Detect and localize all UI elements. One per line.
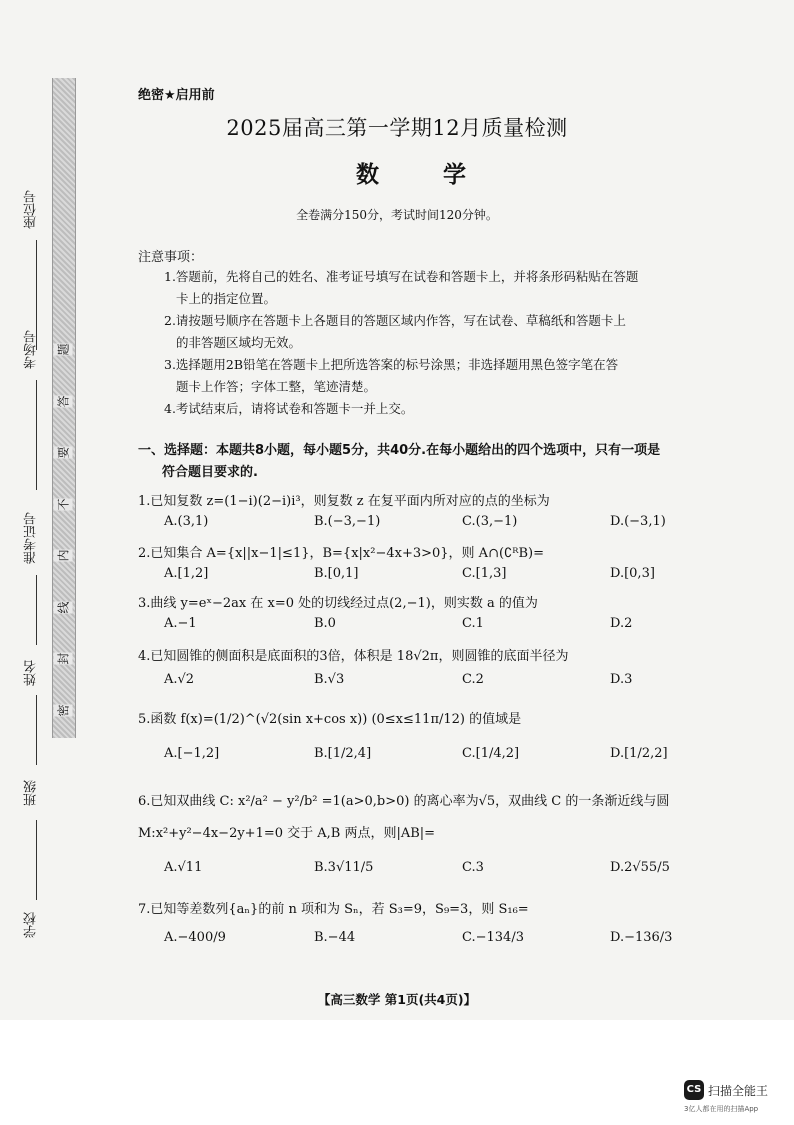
name-line: [36, 695, 37, 765]
question-2-stem: 2.已知集合 A={x||x−1|≤1}，B={x|x²−4x+3>0}，则 A∩(∁ᴿB)=: [138, 546, 544, 561]
binding-char: 内: [53, 550, 72, 562]
option-b: B.[1/2,4]: [314, 746, 372, 761]
option-c: C.[1/4,2]: [462, 746, 520, 761]
notice-1-line-1: 1.答题前，先将自己的姓名、准考证号填写在试卷和答题卡上，并将条形码粘贴在答题: [164, 269, 639, 284]
binding-char: 线: [53, 601, 72, 613]
option-d: D.[1/2,2]: [610, 746, 668, 761]
section-heading-line-1: 一、选择题：本题共8小题，每小题5分，共40分.在每小题给出的四个选项中，只有一项是: [138, 443, 661, 458]
option-a: A.√2: [164, 672, 195, 687]
notice-4-line-1: 4.考试结束后，请将试卷和答题卡一并上交。: [164, 401, 414, 416]
option-a: A.−1: [164, 616, 197, 631]
option-b: B.(−3,−1): [314, 514, 381, 529]
class-line: [36, 820, 37, 900]
option-c: C.[1,3]: [462, 566, 507, 581]
question-6-stem-2: M:x²+y²−4x−2y+1=0 交于 A,B 两点，则|AB|=: [138, 826, 436, 841]
ticket-line: [36, 575, 37, 645]
question-7-stem: 7.已知等差数列{aₙ}的前 n 项和为 Sₙ，若 S₃=9，S₉=3，则 S₁₆=: [138, 902, 529, 917]
option-b: B.[0,1]: [314, 566, 359, 581]
option-b: B.−44: [314, 930, 356, 945]
section-heading: [138, 440, 728, 484]
question-5-stem: 5.函数 f(x)=(1/2)^(√2(sin x+cos x)) (0≤x≤11π/12) 的值域是: [138, 712, 522, 727]
question-6-stem: 6.已知双曲线 C: x²/a² − y²/b² =1(a>0,b>0) 的离心率为√5，双曲线 C 的一条渐近线与圆: [138, 794, 670, 809]
option-d: D.3: [610, 672, 633, 687]
notice-heading: 注意事项：: [138, 250, 204, 265]
binding-char: 封: [53, 653, 72, 665]
option-a: A.(3,1): [164, 514, 209, 529]
option-c: C.(3,−1): [462, 514, 518, 529]
notice-3-line-1: 3.选择题用2B铅笔在答题卡上把所选答案的标号涂黑；非选择题用黑色签字笔在答: [164, 357, 619, 372]
binding-text: [52, 340, 74, 720]
page-footer: 【高三数学 第1页(共4页)】: [317, 992, 477, 1007]
notice-item-1: [164, 266, 724, 310]
room-label: 考场号: [24, 330, 39, 369]
question-3-stem: 3.曲线 y=eˣ−2ax 在 x=0 处的切线经过点(2,−1)，则实数 a 的值为: [138, 596, 538, 611]
camscanner-logo-icon: CS: [684, 1080, 704, 1100]
section-heading-line-2: 符合题目要求的.: [162, 465, 258, 480]
notice-3-line-2: 题卡上作答；字体工整，笔迹清楚。: [176, 379, 377, 394]
option-a: A.[1,2]: [164, 566, 209, 581]
subject-title: 数 学: [355, 162, 494, 188]
seat-label: 座位号: [24, 190, 39, 229]
option-b: B.√3: [314, 672, 345, 687]
option-d: D.(−3,1): [610, 514, 666, 529]
option-a: A.−400/9: [164, 930, 226, 945]
option-d: D.−136/3: [610, 930, 673, 945]
option-d: D.2: [610, 616, 633, 631]
binding-char: 不: [53, 498, 72, 510]
option-b: B.3√11/5: [314, 860, 374, 875]
exam-info: 全卷满分150分，考试时间120分钟。: [296, 208, 498, 222]
question-1-stem: 1.已知复数 z=(1−i)(2−i)i³，则复数 z 在复平面内所对应的点的坐标为: [138, 494, 550, 509]
notice-item-3: [164, 354, 724, 398]
binding-char: 题: [53, 343, 72, 355]
binding-char: 要: [53, 447, 72, 459]
exam-title: 2025届高三第一学期12月质量检测: [226, 116, 568, 140]
ticket-label: 准考证号: [24, 512, 39, 564]
notice-2-line-1: 2.请按题号顺序在答题卡上各题目的答题区域内作答，写在试卷、草稿纸和答题卡上: [164, 313, 626, 328]
school-label: 学校: [24, 912, 39, 938]
notice-1-line-2: 卡上的指定位置。: [176, 291, 277, 306]
scanner-badge: [684, 1080, 788, 1120]
binding-char: 答: [53, 395, 72, 407]
option-d: D.2√55/5: [610, 860, 670, 875]
option-c: C.2: [462, 672, 484, 687]
question-4-stem: 4.已知圆锥的侧面积是底面积的3倍，体积是 18√2π，则圆锥的底面半径为: [138, 649, 569, 664]
notice-item-2: [164, 310, 724, 354]
scanner-tagline: 3亿人都在用的扫描App: [684, 1105, 759, 1113]
option-c: C.1: [462, 616, 484, 631]
option-a: A.√11: [164, 860, 203, 875]
scanner-app-name: 扫描全能王: [708, 1084, 769, 1098]
binding-char: 密: [53, 704, 72, 716]
option-c: C.3: [462, 860, 484, 875]
option-d: D.[0,3]: [610, 566, 655, 581]
option-c: C.−134/3: [462, 930, 524, 945]
class-label: 班级: [24, 780, 39, 806]
name-label: 姓名: [24, 660, 39, 686]
secret-mark: 绝密★启用前: [138, 88, 215, 103]
notice-2-line-2: 的非答题区域均无效。: [176, 335, 302, 350]
room-line: [36, 380, 37, 490]
option-a: A.[−1,2]: [164, 746, 220, 761]
notice-item-4: [164, 398, 724, 420]
option-b: B.0: [314, 616, 336, 631]
